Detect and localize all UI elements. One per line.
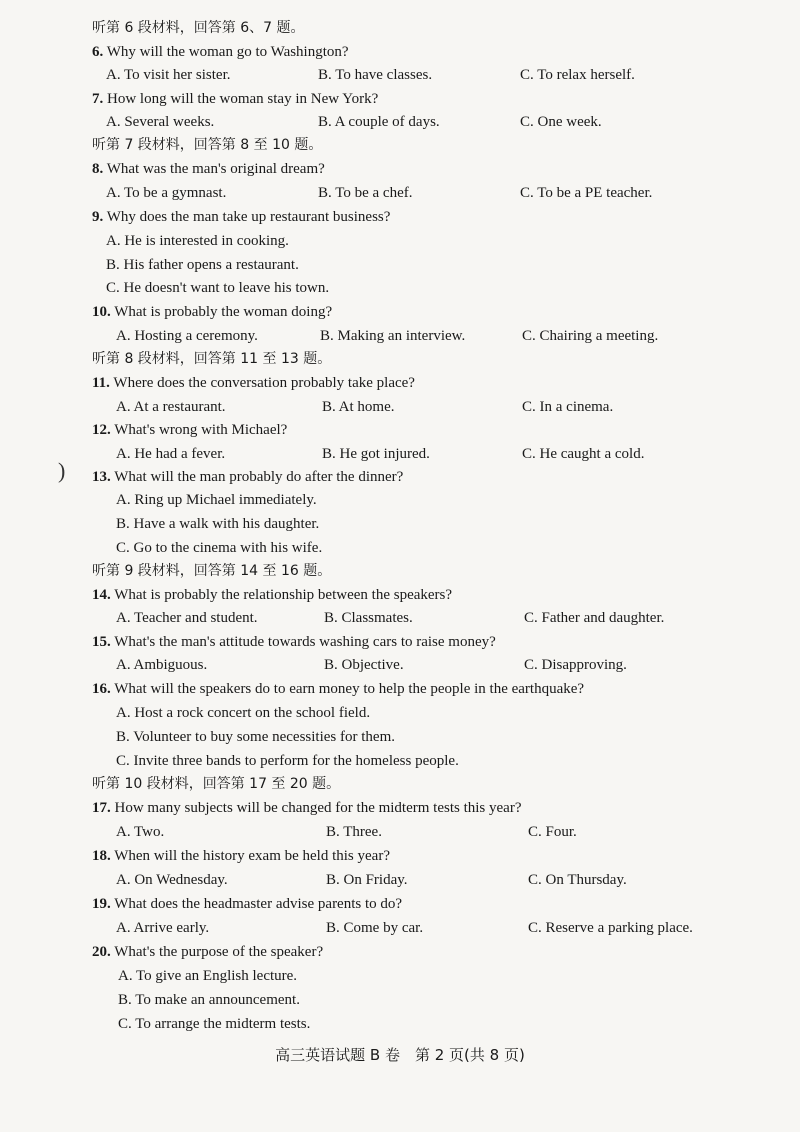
question-number: 20. xyxy=(92,944,111,960)
option-c: C. To be a PE teacher. xyxy=(520,185,653,201)
option-a: A. At a restaurant. xyxy=(116,399,226,415)
option-a: A. On Wednesday. xyxy=(116,872,228,888)
question-text: What's the man's attitude towards washing cars to raise money? xyxy=(114,634,496,650)
question-number: 17. xyxy=(92,800,111,816)
question-text: When will the history exam be held this year? xyxy=(114,848,390,864)
question-16 xyxy=(92,679,584,699)
question-text: Why will the woman go to Washington? xyxy=(106,44,349,60)
question-text: Where does the conversation probably take place? xyxy=(113,375,415,391)
question-text: How many subjects will be changed for the midterm tests this year? xyxy=(114,800,522,816)
question-number: 6. xyxy=(92,44,104,60)
option-c: C. Father and daughter. xyxy=(524,610,665,626)
option-c: C. Go to the cinema with his wife. xyxy=(116,540,323,556)
question-number: 7. xyxy=(92,91,104,107)
option-a: A. To be a gymnast. xyxy=(106,185,227,201)
question-number: 15. xyxy=(92,634,111,650)
question-text: What will the man probably do after the dinner? xyxy=(114,469,404,485)
option-b: B. Classmates. xyxy=(324,610,413,626)
option-b: B. To make an announcement. xyxy=(118,992,300,1008)
option-a: A. To give an English lecture. xyxy=(118,968,298,984)
question-11 xyxy=(92,373,415,393)
question-number: 14. xyxy=(92,587,111,603)
option-a: A. Several weeks. xyxy=(106,114,215,130)
question-number: 10. xyxy=(92,304,111,320)
question-text: What is probably the relationship between the speakers? xyxy=(114,587,453,603)
question-15 xyxy=(92,632,496,652)
question-6 xyxy=(92,42,349,62)
option-c: C. He caught a cold. xyxy=(522,446,645,462)
option-c: C. In a cinema. xyxy=(522,399,614,415)
option-b: B. Volunteer to buy some necessities for them. xyxy=(116,729,395,745)
option-b: B. Making an interview. xyxy=(320,328,466,344)
option-a: A. Two. xyxy=(116,824,165,840)
question-text: What's the purpose of the speaker? xyxy=(114,944,324,960)
option-a: A. To visit her sister. xyxy=(106,67,231,83)
option-b: B. Three. xyxy=(326,824,382,840)
question-number: 19. xyxy=(92,896,111,912)
option-a: A. He had a fever. xyxy=(116,446,226,462)
question-7 xyxy=(92,89,378,109)
question-10 xyxy=(92,302,332,322)
option-c: C. Four. xyxy=(528,824,577,840)
option-c: C. He doesn't want to leave his town. xyxy=(106,280,330,296)
question-number: 12. xyxy=(92,422,111,438)
question-text: How long will the woman stay in New York? xyxy=(107,91,379,107)
section-heading: 听第 9 段材料，回答第 14 至 16 题。 xyxy=(92,563,332,579)
section-heading: 听第 7 段材料，回答第 8 至 10 题。 xyxy=(92,137,323,153)
section-heading: 听第 6 段材料，回答第 6、7 题。 xyxy=(92,20,305,36)
option-b: B. His father opens a restaurant. xyxy=(106,257,299,273)
question-19 xyxy=(92,894,402,914)
option-b: B. A couple of days. xyxy=(318,114,440,130)
question-number: 9. xyxy=(92,209,104,225)
option-a: A. Host a rock concert on the school field. xyxy=(116,705,371,721)
question-number: 11. xyxy=(92,375,110,391)
option-a: A. Ring up Michael immediately. xyxy=(116,492,317,508)
question-number: 16. xyxy=(92,681,111,697)
option-b: B. Have a walk with his daughter. xyxy=(116,516,320,532)
question-17 xyxy=(92,798,521,818)
option-b: B. To be a chef. xyxy=(318,185,413,201)
question-number: 13. xyxy=(92,469,111,485)
option-c: C. Invite three bands to perform for the homeless people. xyxy=(116,753,459,769)
option-a: A. He is interested in cooking. xyxy=(106,233,289,249)
option-a: A. Arrive early. xyxy=(116,920,210,936)
question-12 xyxy=(92,420,287,440)
question-text: Why does the man take up restaurant business? xyxy=(106,209,391,225)
option-c: C. To arrange the midterm tests. xyxy=(118,1016,311,1032)
option-c: C. Disapproving. xyxy=(524,657,627,673)
option-a: A. Hosting a ceremony. xyxy=(116,328,258,344)
page-footer: 高三英语试题 B 卷 第 2 页(共 8 页) xyxy=(275,1046,525,1064)
section-heading: 听第 10 段材料，回答第 17 至 20 题。 xyxy=(92,776,341,792)
question-number: 8. xyxy=(92,161,104,177)
question-text: What's wrong with Michael? xyxy=(114,422,288,438)
option-b: B. Come by car. xyxy=(326,920,424,936)
question-9 xyxy=(92,207,390,227)
question-text: What was the man's original dream? xyxy=(106,161,325,177)
option-a: A. Ambiguous. xyxy=(116,657,208,673)
question-18 xyxy=(92,846,390,866)
margin-mark: ) xyxy=(58,458,66,483)
question-number: 18. xyxy=(92,848,111,864)
option-c: C. Chairing a meeting. xyxy=(522,328,659,344)
option-c: C. Reserve a parking place. xyxy=(528,920,693,936)
question-text: What will the speakers do to earn money to help the people in the earthquake? xyxy=(114,681,585,697)
option-b: B. He got injured. xyxy=(322,446,430,462)
option-b: B. Objective. xyxy=(324,657,404,673)
option-c: C. One week. xyxy=(520,114,602,130)
option-c: C. To relax herself. xyxy=(520,67,635,83)
question-text: What is probably the woman doing? xyxy=(114,304,333,320)
question-8 xyxy=(92,159,325,179)
question-13 xyxy=(92,467,403,487)
option-b: B. To have classes. xyxy=(318,67,433,83)
option-b: B. On Friday. xyxy=(326,872,408,888)
option-a: A. Teacher and student. xyxy=(116,610,258,626)
section-heading: 听第 8 段材料，回答第 11 至 13 题。 xyxy=(92,351,332,367)
question-14 xyxy=(92,585,452,605)
option-b: B. At home. xyxy=(322,399,395,415)
question-20 xyxy=(92,942,323,962)
question-text: What does the headmaster advise parents to do? xyxy=(114,896,403,912)
option-c: C. On Thursday. xyxy=(528,872,627,888)
